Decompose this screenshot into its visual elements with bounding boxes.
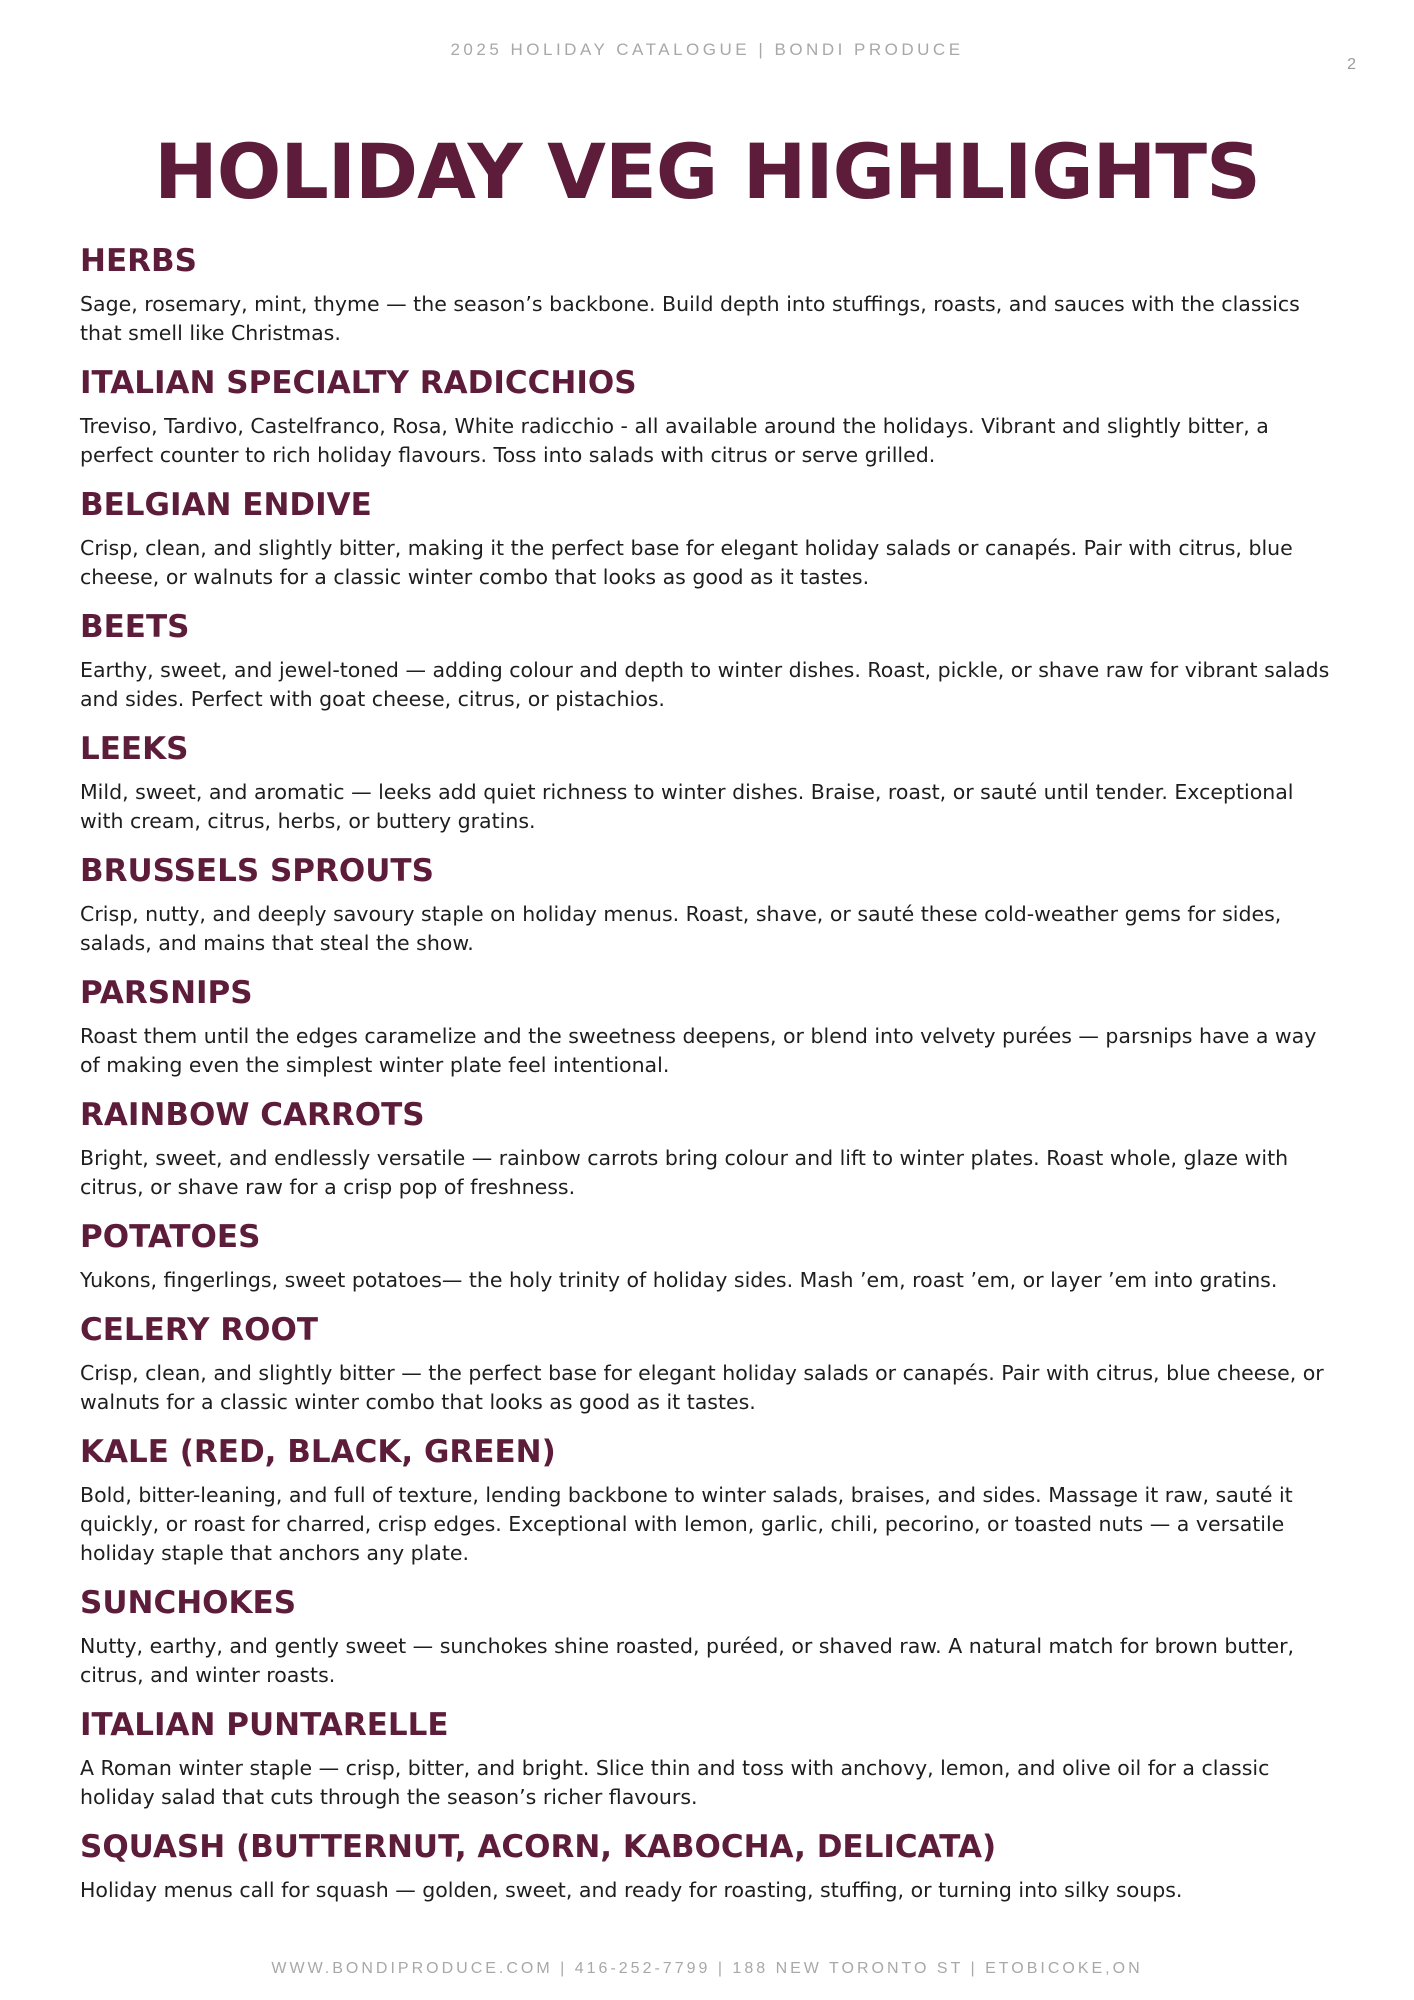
section-body: Sage, rosemary, mint, thyme — the season’s backbone. Build depth into stuffings, roasts, and sauces with the classics that smell like Christmas. (80, 292, 1300, 345)
section-kale (80, 1431, 1340, 1568)
section-body: Treviso, Tardivo, Castelfranco, Rosa, White radicchio - all available around the holidays. Vibrant and slightly bitter, a perfect counter to rich holiday flavours. Toss into salads with citrus or serve grilled. (80, 414, 1269, 467)
section-body: Crisp, clean, and slightly bitter — the perfect base for elegant holiday salads or canapés. Pair with citrus, blue cheese, or walnuts for a classic winter combo that looks as good as it tastes. (80, 1361, 1324, 1414)
section-body: Yukons, fingerlings, sweet potatoes— the holy trinity of holiday sides. Mash ’em, roast ’em, or layer ’em into gratins. (80, 1268, 1278, 1292)
section-heading: BELGIAN ENDIVE (80, 487, 372, 523)
section-squash (80, 1826, 1340, 1905)
section-sunchokes (80, 1582, 1340, 1690)
section-heading: CELERY ROOT (80, 1312, 318, 1348)
section-body: Holiday menus call for squash — golden, sweet, and ready for roasting, stuffing, or turning into silky soups. (80, 1878, 1183, 1902)
section-heading: BRUSSELS SPROUTS (80, 853, 434, 889)
contact-footer: WWW.BONDIPRODUCE.COM | 416-252-7799 | 188 NEW TORONTO ST | ETOBICOKE,ON (271, 1960, 1143, 1977)
section-potatoes (80, 1216, 1340, 1295)
section-herbs (80, 240, 1340, 348)
section-heading: RAINBOW CARROTS (80, 1097, 425, 1133)
catalogue-header: 2025 HOLIDAY CATALOGUE | BONDI PRODUCE (450, 40, 964, 59)
section-heading: SUNCHOKES (80, 1585, 297, 1621)
section-body: Nutty, earthy, and gently sweet — sunchokes shine roasted, puréed, or shaved raw. A natural match for brown butter, citrus, and winter roasts. (80, 1634, 1295, 1687)
section-heading: SQUASH (BUTTERNUT, ACORN, KABOCHA, DELICATA) (80, 1829, 997, 1865)
section-heading: POTATOES (80, 1219, 261, 1255)
section-belgian-endive (80, 484, 1340, 592)
section-celery-root (80, 1309, 1340, 1417)
page-number: 2 (1347, 56, 1356, 73)
section-heading: KALE (RED, BLACK, GREEN) (80, 1434, 556, 1470)
section-heading: BEETS (80, 609, 190, 645)
section-heading: ITALIAN SPECIALTY RADICCHIOS (80, 365, 637, 401)
section-italian-puntarelle (80, 1704, 1340, 1812)
section-italian-specialty-radicchios (80, 362, 1340, 470)
section-rainbow-carrots (80, 1094, 1340, 1202)
section-body: Earthy, sweet, and jewel-toned — adding colour and depth to winter dishes. Roast, pickle, or shave raw for vibrant salads and sides. Perfect with goat cheese, citrus, or pistachios. (80, 658, 1330, 711)
section-body: Crisp, nutty, and deeply savoury staple on holiday menus. Roast, shave, or sauté these cold-weather gems for sides, salads, and mains that steal the show. (80, 902, 1282, 955)
section-body: A Roman winter staple — crisp, bitter, and bright. Slice thin and toss with anchovy, lemon, and olive oil for a classic holiday salad that cuts through the season’s richer flavours. (80, 1756, 1270, 1809)
section-heading: LEEKS (80, 731, 189, 767)
section-leeks (80, 728, 1340, 836)
section-body: Bright, sweet, and endlessly versatile — rainbow carrots bring colour and lift to winter plates. Roast whole, glaze with citrus, or shave raw for a crisp pop of freshness. (80, 1146, 1289, 1199)
section-heading: PARSNIPS (80, 975, 253, 1011)
section-body: Crisp, clean, and slightly bitter, making it the perfect base for elegant holiday salads or canapés. Pair with citrus, blue cheese, or walnuts for a classic winter combo that looks as good as it tastes. (80, 536, 1293, 589)
section-body: Mild, sweet, and aromatic — leeks add quiet richness to winter dishes. Braise, roast, or sauté until tender. Exceptional with cream, citrus, herbs, or buttery gratins. (80, 780, 1294, 833)
section-beets (80, 606, 1340, 714)
section-heading: ITALIAN PUNTARELLE (80, 1707, 449, 1743)
section-parsnips (80, 972, 1340, 1080)
page-title: HOLIDAY VEG HIGHLIGHTS (154, 127, 1260, 216)
veg-sections (80, 240, 1340, 1919)
section-body: Roast them until the edges caramelize and the sweetness deepens, or blend into velvety purées — parsnips have a way of making even the simplest winter plate feel intentional. (80, 1024, 1317, 1077)
section-heading: HERBS (80, 243, 197, 279)
section-body: Bold, bitter-leaning, and full of texture, lending backbone to winter salads, braises, and sides. Massage it raw, sauté it quickly, or roast for charred, crisp edges. Exceptional with lemon, garlic, chili, pecorino, or toasted nuts — a versatile holiday staple that anchors any plate. (80, 1483, 1293, 1565)
section-brussels-sprouts (80, 850, 1340, 958)
